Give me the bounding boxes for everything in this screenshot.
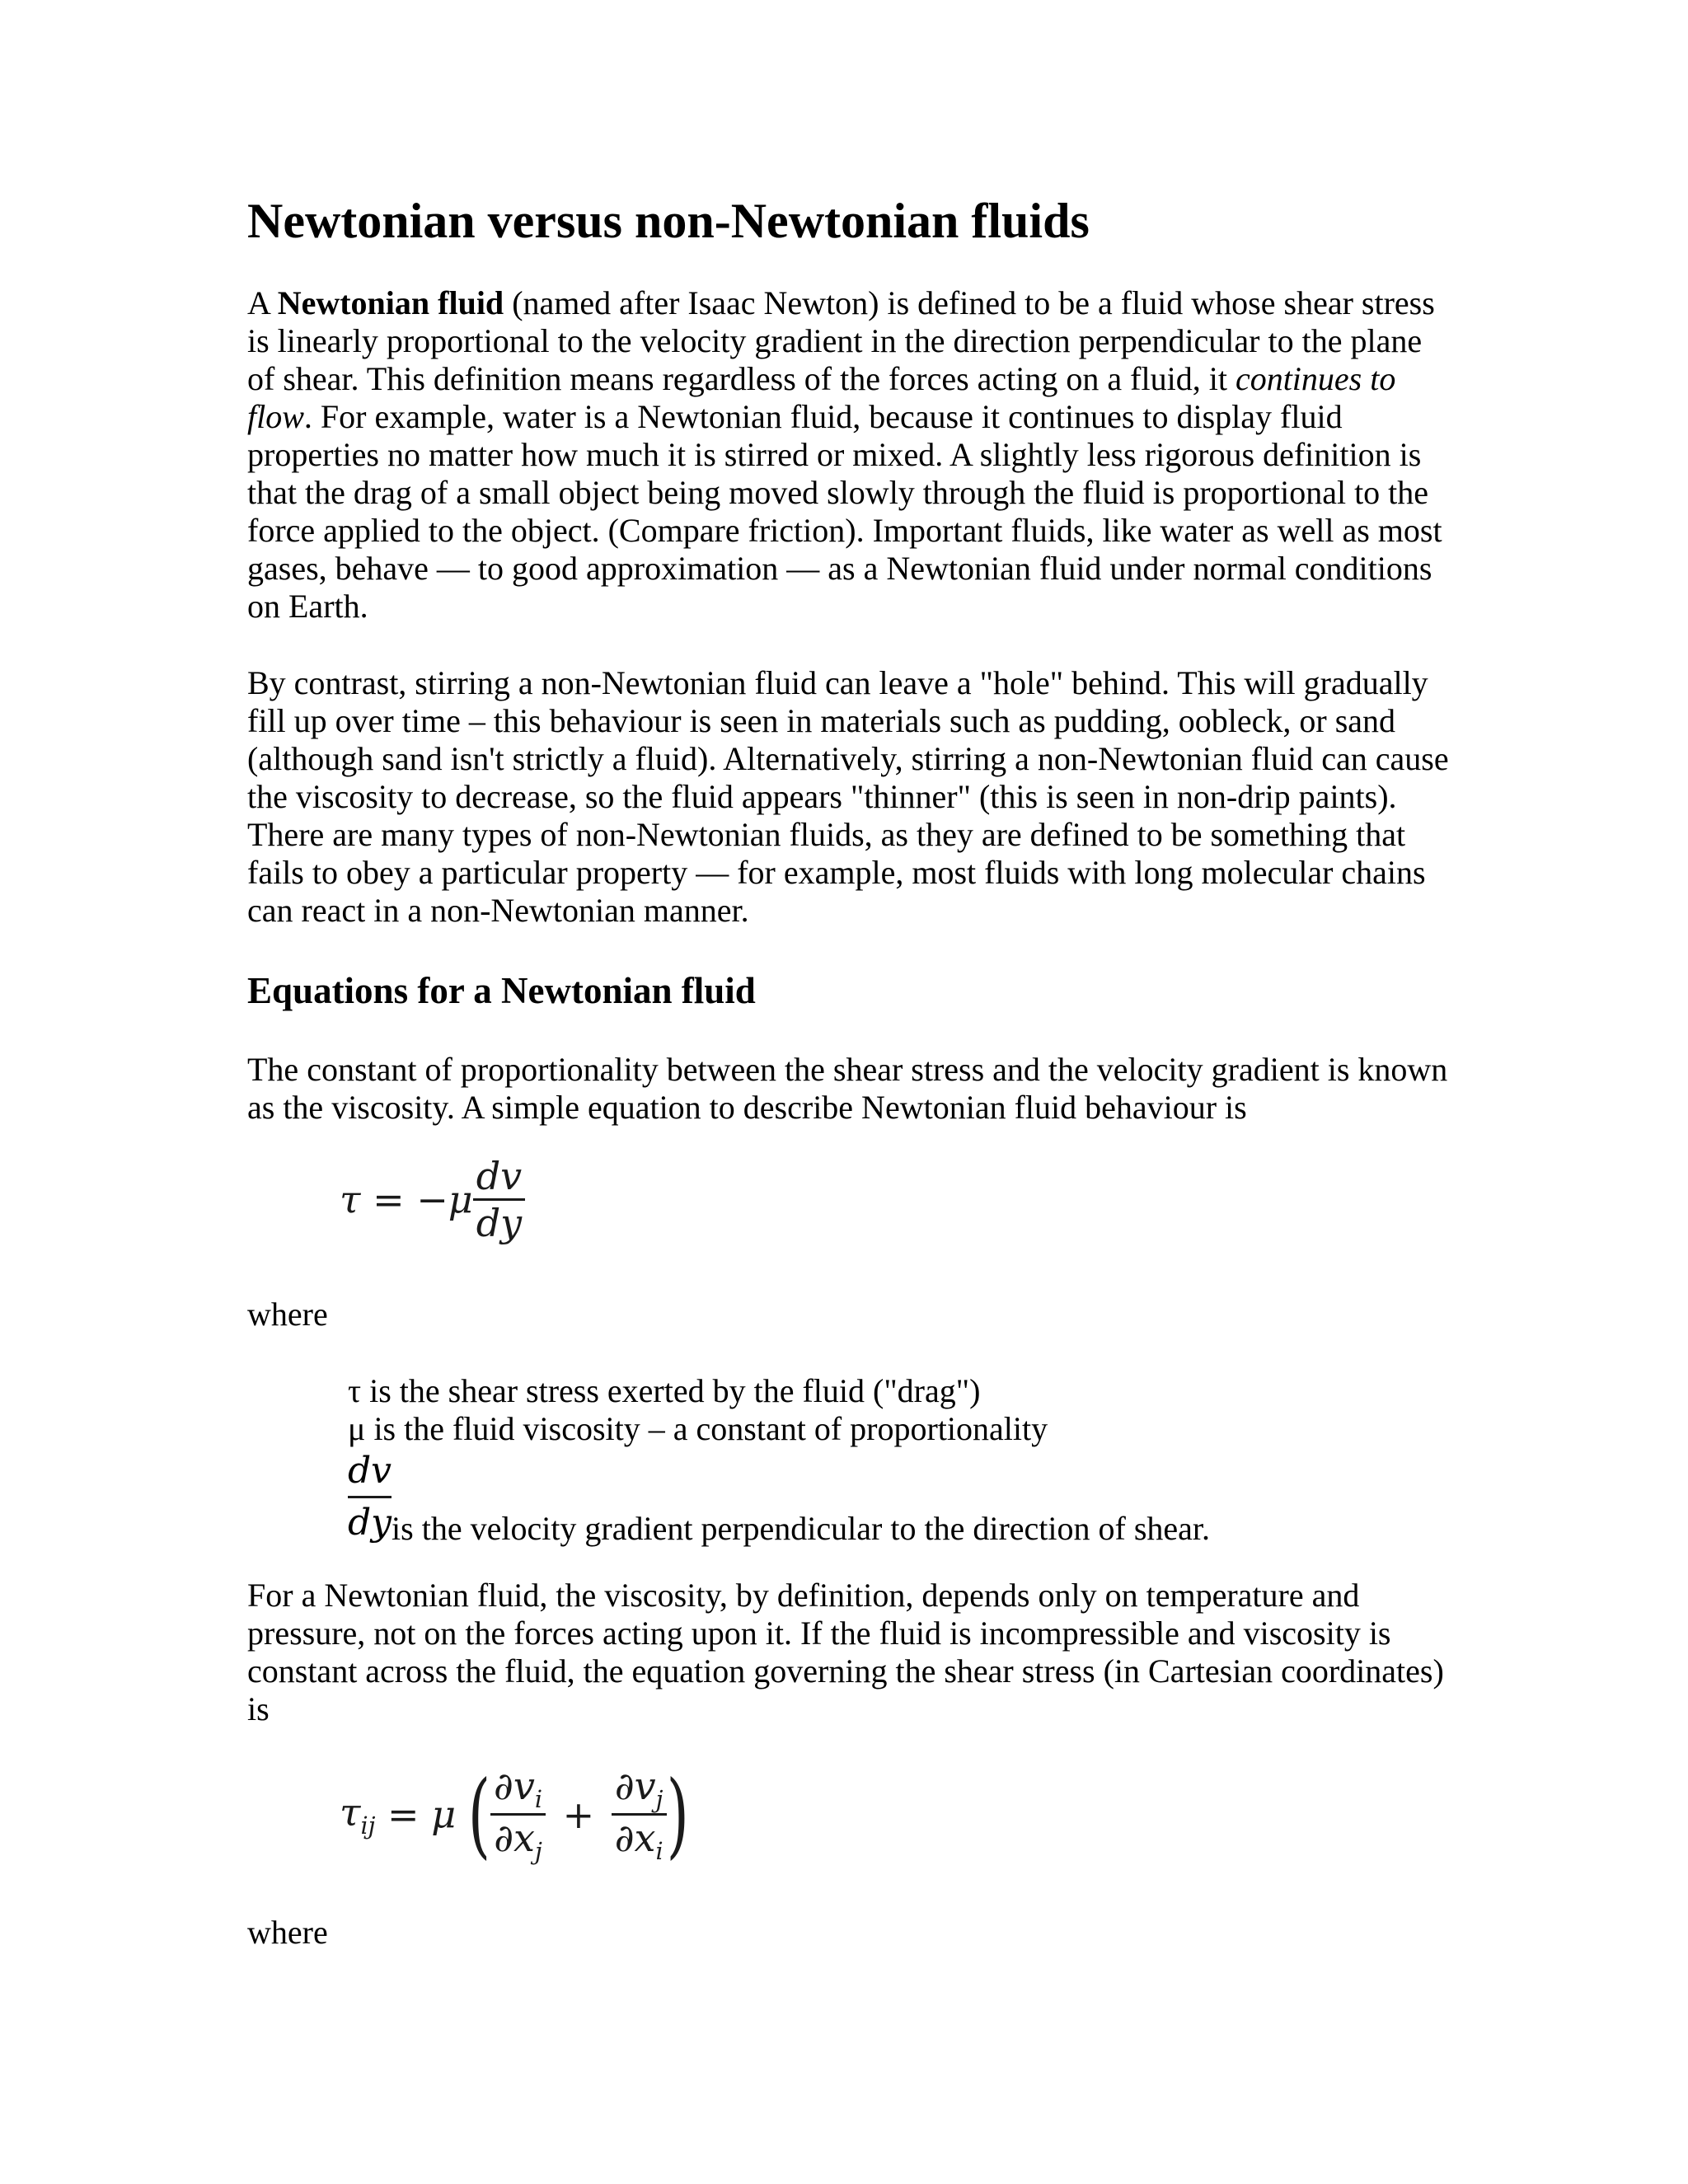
close-paren: ) (666, 1760, 689, 1869)
subscript-j: j (534, 1838, 542, 1866)
definition-gradient-text: is the velocity gradient perpendicular to the direction of shear. (392, 1510, 1211, 1547)
paragraph-part2: . For example, water is a Newtonian fluid, because it continues to display fluid properties no matter how much it is stirred or mixed. A slightly less rigorous definition is that the drag of a small object being moved slowly through the fluid is proportional to the force applied to the object. (Compare friction). Important fluids, like water as well as most gases, behave — to good approximation — as a Newtonian fluid under normal conditions on Earth. (247, 398, 1442, 625)
emphasis-continues-to-flow: continues to flow (247, 360, 1396, 435)
fraction-numerator: dv (473, 1154, 525, 1201)
subscript-i: i (534, 1786, 542, 1814)
fraction-term-2 (612, 1764, 667, 1865)
paragraph-non-newtonian-contrast: By contrast, stirring a non-Newtonian fluid can leave a "hole" behind. This will gradually fill up over time – this behaviour is seen in materials such as pudding, oobleck, or sand (although sand isn't strictly a fluid). Alternatively, stirring a non-Newtonian fluid can cause the viscosity to decrease, so the fluid appears "thinner" (this is seen in non-drip paints). There are many types of non-Newtonian fluids, as they are defined to be something that fails to obey a particular property — for example, most fluids with long molecular chains can react in a non-Newtonian manner. (247, 664, 1449, 929)
fraction-numerator: dv (348, 1446, 392, 1498)
partial-x: ∂x (494, 1816, 535, 1861)
page-title: Newtonian versus non-Newtonian fluids (247, 194, 1090, 248)
definition-tau: τ is the shear stress exerted by the fluid ("drag") (348, 1372, 981, 1409)
fraction-denominator: dy (348, 1502, 392, 1544)
equation-shear-stress-simple (340, 1154, 525, 1245)
plus-sign: + (562, 1792, 595, 1837)
fraction-denominator: dy (476, 1201, 523, 1245)
tau-subscript: ij (360, 1811, 376, 1840)
open-paren: ( (467, 1760, 491, 1869)
paragraph-part1: (named after Isaac Newton) is defined to be a fluid whose shear stress is linearly proportional to the velocity gradient in the direction perpendicular to the plane of shear. This definition means regardless of the forces acting on a fluid, it (247, 284, 1435, 397)
where-label-1: where (247, 1296, 328, 1333)
partial-v: ∂v (494, 1764, 535, 1808)
fraction-term-1 (490, 1764, 546, 1865)
equals-mu: = μ (387, 1792, 457, 1837)
definition-velocity-gradient (348, 1446, 1210, 1548)
fraction-numerator (490, 1764, 546, 1816)
fraction-denominator (612, 1816, 667, 1865)
equation-lhs: τ = −μ (340, 1177, 473, 1222)
fraction-numerator (612, 1764, 667, 1816)
equation-lhs (340, 1789, 376, 1840)
equation-shear-stress-tensor (340, 1760, 689, 1869)
subscript-j: j (655, 1786, 663, 1814)
definition-mu: μ is the fluid viscosity – a constant of proportionality (348, 1410, 1048, 1447)
fraction-denominator (490, 1816, 546, 1865)
paragraph-lead: A (247, 284, 278, 321)
where-label-2: where (247, 1914, 328, 1951)
paragraph-viscosity-dependence: For a Newtonian fluid, the viscosity, by definition, depends only on temperature and pressure, not on the forces acting upon it. If the fluid is incompressible and viscosity is constant across the fluid, the equation governing the shear stress (in Cartesian coordinates) is (247, 1577, 1444, 1727)
term-newtonian-fluid: Newtonian fluid (277, 284, 504, 321)
partial-v: ∂v (614, 1764, 656, 1808)
paragraph-newtonian-definition (247, 284, 1451, 626)
paragraph-viscosity-intro: The constant of proportionality between the shear stress and the velocity gradient is known as the viscosity. A simple equation to describe Newtonian fluid behaviour is (247, 1051, 1448, 1126)
tau-symbol: τ (340, 1789, 361, 1835)
partial-x: ∂x (614, 1816, 656, 1861)
subscript-i: i (655, 1838, 663, 1866)
fraction-dv-dy (473, 1154, 525, 1245)
fraction-dv-dy-inline (348, 1446, 392, 1548)
section-heading-equations: Equations for a Newtonian fluid (247, 970, 756, 1011)
